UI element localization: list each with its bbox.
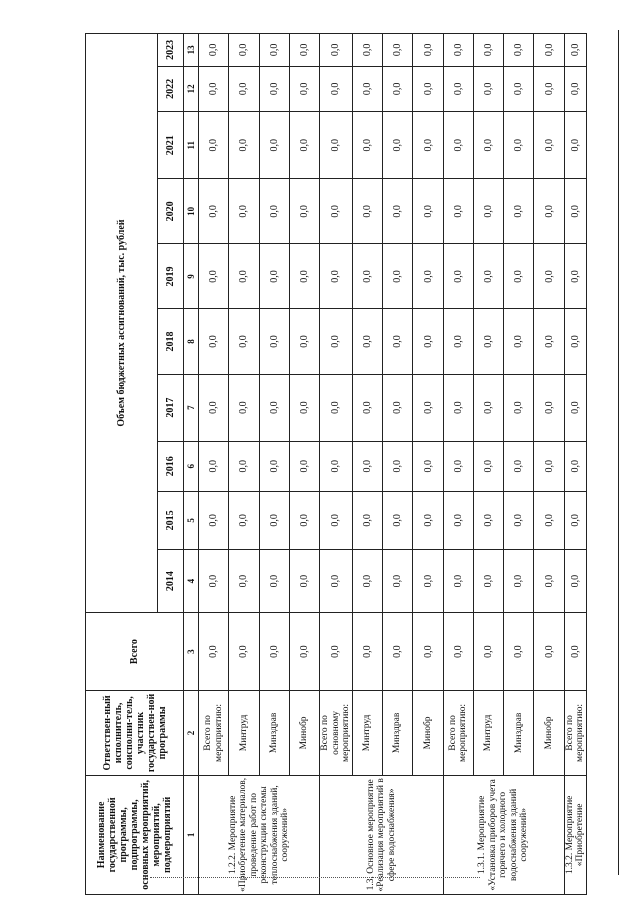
year-value-cell: 0,0 <box>289 244 319 309</box>
year-value-cell: 0,0 <box>320 66 353 112</box>
year-value-cell: 0,0 <box>289 179 319 244</box>
year-value-cell: 0,0 <box>320 441 353 491</box>
page-edge-line <box>618 30 619 875</box>
year-value-cell: 0,0 <box>259 550 289 613</box>
year-value-cell: 0,0 <box>413 374 443 441</box>
year-value-cell: 0,0 <box>320 179 353 244</box>
year-value-cell: 0,0 <box>320 244 353 309</box>
total-value-cell: 0,0 <box>229 613 259 691</box>
header-year: 2022 <box>158 66 184 112</box>
year-value-cell: 0,0 <box>259 244 289 309</box>
column-number: 9 <box>184 244 199 309</box>
budget-allocation-table <box>85 33 587 895</box>
year-value-cell: 0,0 <box>564 112 586 179</box>
year-value-cell: 0,0 <box>504 550 534 613</box>
column-number: 3 <box>184 613 199 691</box>
executor-cell: Всего по мероприятию: <box>564 691 586 776</box>
header-year: 2021 <box>158 112 184 179</box>
year-value-cell: 0,0 <box>352 491 382 550</box>
year-value-cell: 0,0 <box>229 66 259 112</box>
year-value-cell: 0,0 <box>320 112 353 179</box>
year-value-cell: 0,0 <box>320 34 353 67</box>
year-value-cell: 0,0 <box>289 441 319 491</box>
year-value-cell: 0,0 <box>199 66 229 112</box>
year-value-cell: 0,0 <box>259 374 289 441</box>
executor-cell: Минобр <box>413 691 443 776</box>
year-value-cell: 0,0 <box>229 309 259 374</box>
year-value-cell: 0,0 <box>443 66 473 112</box>
measure-name-cell: 1.3.1. Мероприятие «Установка приборов учета горячего и холодного водоснабжения зданий сооружений» <box>443 775 564 894</box>
year-value-cell: 0,0 <box>443 550 473 613</box>
header-name-column: Наименование государственной программы, подпрограммы, основных мероприятий, мероприятий, подмероприятий <box>86 775 184 894</box>
total-value-cell: 0,0 <box>383 613 413 691</box>
year-value-cell: 0,0 <box>564 441 586 491</box>
scan-artifact-line <box>150 877 480 878</box>
year-value-cell: 0,0 <box>383 441 413 491</box>
total-value-cell: 0,0 <box>320 613 353 691</box>
year-value-cell: 0,0 <box>199 550 229 613</box>
year-value-cell: 0,0 <box>504 112 534 179</box>
budget-table-page <box>85 33 587 895</box>
year-value-cell: 0,0 <box>229 374 259 441</box>
year-value-cell: 0,0 <box>443 179 473 244</box>
year-value-cell: 0,0 <box>352 374 382 441</box>
column-number: 11 <box>184 112 199 179</box>
year-value-cell: 0,0 <box>534 34 564 67</box>
header-executor-column: Ответствен-ный исполнитель, соисполни-тель, участник государствен-ной программы <box>86 691 184 776</box>
column-number: 13 <box>184 34 199 67</box>
executor-cell: Минтруд <box>229 691 259 776</box>
measure-name-cell: 1.2.2. Мероприятие «Приобретение материалов, проведение работ по реконструкции системы теплоснабжения зданий, сооружений» <box>199 775 320 894</box>
executor-cell: Минтруд <box>352 691 382 776</box>
year-value-cell: 0,0 <box>352 179 382 244</box>
year-value-cell: 0,0 <box>199 112 229 179</box>
year-value-cell: 0,0 <box>564 550 586 613</box>
year-value-cell: 0,0 <box>413 491 443 550</box>
table-row <box>320 34 353 895</box>
year-value-cell: 0,0 <box>564 244 586 309</box>
total-value-cell: 0,0 <box>289 613 319 691</box>
year-value-cell: 0,0 <box>229 179 259 244</box>
year-value-cell: 0,0 <box>504 374 534 441</box>
year-value-cell: 0,0 <box>443 112 473 179</box>
year-value-cell: 0,0 <box>383 66 413 112</box>
year-value-cell: 0,0 <box>289 66 319 112</box>
year-value-cell: 0,0 <box>413 34 443 67</box>
year-value-cell: 0,0 <box>413 244 443 309</box>
table-row <box>564 34 586 895</box>
table-row <box>229 34 259 895</box>
year-value-cell: 0,0 <box>320 491 353 550</box>
year-value-cell: 0,0 <box>352 309 382 374</box>
total-value-cell: 0,0 <box>259 613 289 691</box>
header-year: 2018 <box>158 309 184 374</box>
year-value-cell: 0,0 <box>259 309 289 374</box>
year-value-cell: 0,0 <box>229 491 259 550</box>
year-value-cell: 0,0 <box>383 34 413 67</box>
year-value-cell: 0,0 <box>352 66 382 112</box>
year-value-cell: 0,0 <box>199 244 229 309</box>
year-value-cell: 0,0 <box>413 66 443 112</box>
header-total-column: Всего <box>86 613 184 691</box>
year-value-cell: 0,0 <box>289 34 319 67</box>
year-value-cell: 0,0 <box>473 374 503 441</box>
year-value-cell: 0,0 <box>443 244 473 309</box>
table-row <box>443 34 473 895</box>
year-value-cell: 0,0 <box>564 374 586 441</box>
year-value-cell: 0,0 <box>383 244 413 309</box>
year-value-cell: 0,0 <box>413 309 443 374</box>
year-value-cell: 0,0 <box>534 441 564 491</box>
table-row <box>473 34 503 895</box>
year-value-cell: 0,0 <box>383 374 413 441</box>
year-value-cell: 0,0 <box>259 491 289 550</box>
total-value-cell: 0,0 <box>564 613 586 691</box>
total-value-cell: 0,0 <box>443 613 473 691</box>
header-year: 2014 <box>158 550 184 613</box>
year-value-cell: 0,0 <box>473 550 503 613</box>
year-value-cell: 0,0 <box>199 179 229 244</box>
executor-cell: Минздрав <box>259 691 289 776</box>
year-value-cell: 0,0 <box>473 179 503 244</box>
table-row <box>199 34 229 895</box>
year-value-cell: 0,0 <box>320 309 353 374</box>
year-value-cell: 0,0 <box>259 112 289 179</box>
year-value-cell: 0,0 <box>289 309 319 374</box>
year-value-cell: 0,0 <box>199 309 229 374</box>
year-value-cell: 0,0 <box>352 112 382 179</box>
year-value-cell: 0,0 <box>564 66 586 112</box>
year-value-cell: 0,0 <box>320 550 353 613</box>
total-value-cell: 0,0 <box>534 613 564 691</box>
header-year: 2023 <box>158 34 184 67</box>
year-value-cell: 0,0 <box>352 441 382 491</box>
year-value-cell: 0,0 <box>289 374 319 441</box>
year-value-cell: 0,0 <box>473 112 503 179</box>
column-number: 5 <box>184 491 199 550</box>
year-value-cell: 0,0 <box>383 491 413 550</box>
total-value-cell: 0,0 <box>199 613 229 691</box>
column-number: 12 <box>184 66 199 112</box>
year-value-cell: 0,0 <box>534 374 564 441</box>
header-year: 2019 <box>158 244 184 309</box>
year-value-cell: 0,0 <box>259 441 289 491</box>
table-row <box>534 34 564 895</box>
total-value-cell: 0,0 <box>473 613 503 691</box>
year-value-cell: 0,0 <box>383 179 413 244</box>
year-value-cell: 0,0 <box>289 491 319 550</box>
header-row-1 <box>86 34 158 895</box>
column-number: 8 <box>184 309 199 374</box>
year-value-cell: 0,0 <box>504 34 534 67</box>
year-value-cell: 0,0 <box>534 244 564 309</box>
column-number: 1 <box>184 775 199 894</box>
header-row-numbers <box>184 34 199 895</box>
year-value-cell: 0,0 <box>259 34 289 67</box>
year-value-cell: 0,0 <box>443 491 473 550</box>
year-value-cell: 0,0 <box>199 441 229 491</box>
year-value-cell: 0,0 <box>473 66 503 112</box>
year-value-cell: 0,0 <box>504 179 534 244</box>
table-body <box>199 34 587 895</box>
year-value-cell: 0,0 <box>564 491 586 550</box>
column-number: 4 <box>184 550 199 613</box>
column-number: 6 <box>184 441 199 491</box>
header-year: 2015 <box>158 491 184 550</box>
year-value-cell: 0,0 <box>259 179 289 244</box>
executor-cell: Всего по мероприятию: <box>443 691 473 776</box>
year-value-cell: 0,0 <box>352 550 382 613</box>
year-value-cell: 0,0 <box>473 244 503 309</box>
year-value-cell: 0,0 <box>413 112 443 179</box>
year-value-cell: 0,0 <box>229 441 259 491</box>
year-value-cell: 0,0 <box>443 34 473 67</box>
year-value-cell: 0,0 <box>413 441 443 491</box>
year-value-cell: 0,0 <box>199 491 229 550</box>
year-value-cell: 0,0 <box>564 309 586 374</box>
table-row <box>504 34 534 895</box>
year-value-cell: 0,0 <box>534 491 564 550</box>
year-value-cell: 0,0 <box>504 309 534 374</box>
total-value-cell: 0,0 <box>504 613 534 691</box>
year-value-cell: 0,0 <box>504 66 534 112</box>
column-number: 7 <box>184 374 199 441</box>
year-value-cell: 0,0 <box>229 244 259 309</box>
year-value-cell: 0,0 <box>199 374 229 441</box>
year-value-cell: 0,0 <box>504 441 534 491</box>
header-year: 2017 <box>158 374 184 441</box>
year-value-cell: 0,0 <box>534 179 564 244</box>
year-value-cell: 0,0 <box>443 374 473 441</box>
year-value-cell: 0,0 <box>473 441 503 491</box>
table-row <box>352 34 382 895</box>
year-value-cell: 0,0 <box>259 66 289 112</box>
year-value-cell: 0,0 <box>383 309 413 374</box>
column-number: 2 <box>184 691 199 776</box>
year-value-cell: 0,0 <box>383 550 413 613</box>
year-value-cell: 0,0 <box>320 374 353 441</box>
total-value-cell: 0,0 <box>352 613 382 691</box>
year-value-cell: 0,0 <box>352 34 382 67</box>
year-value-cell: 0,0 <box>534 309 564 374</box>
year-value-cell: 0,0 <box>413 179 443 244</box>
header-year: 2016 <box>158 441 184 491</box>
header-budget-title: Объем бюджетных ассигнований, тыс. рублей <box>86 34 158 613</box>
year-value-cell: 0,0 <box>229 550 259 613</box>
measure-name-cell: 1.3. Основное мероприятие «Реализация мероприятий в сфере водоснабжения» <box>320 775 444 894</box>
executor-cell: Минтруд <box>473 691 503 776</box>
total-value-cell: 0,0 <box>413 613 443 691</box>
year-value-cell: 0,0 <box>534 112 564 179</box>
year-value-cell: 0,0 <box>473 491 503 550</box>
year-value-cell: 0,0 <box>564 179 586 244</box>
year-value-cell: 0,0 <box>473 309 503 374</box>
year-value-cell: 0,0 <box>473 34 503 67</box>
executor-cell: Минобр <box>534 691 564 776</box>
year-value-cell: 0,0 <box>352 244 382 309</box>
measure-name-cell: 1.3.2. Мероприятие «Приобретение <box>564 775 586 894</box>
table-row <box>413 34 443 895</box>
table-row <box>259 34 289 895</box>
year-value-cell: 0,0 <box>289 550 319 613</box>
year-value-cell: 0,0 <box>443 309 473 374</box>
year-value-cell: 0,0 <box>199 34 229 67</box>
executor-cell: Минздрав <box>383 691 413 776</box>
year-value-cell: 0,0 <box>413 550 443 613</box>
executor-cell: Минздрав <box>504 691 534 776</box>
executor-cell: Всего по мероприятию: <box>199 691 229 776</box>
year-value-cell: 0,0 <box>229 34 259 67</box>
column-number: 10 <box>184 179 199 244</box>
year-value-cell: 0,0 <box>534 550 564 613</box>
year-value-cell: 0,0 <box>564 34 586 67</box>
year-value-cell: 0,0 <box>289 112 319 179</box>
year-value-cell: 0,0 <box>383 112 413 179</box>
table-row <box>383 34 413 895</box>
year-value-cell: 0,0 <box>443 441 473 491</box>
executor-cell: Всего по основному мероприятию: <box>320 691 353 776</box>
executor-cell: Минобр <box>289 691 319 776</box>
table-row <box>289 34 319 895</box>
header-year: 2020 <box>158 179 184 244</box>
year-value-cell: 0,0 <box>504 491 534 550</box>
year-value-cell: 0,0 <box>504 244 534 309</box>
year-value-cell: 0,0 <box>534 66 564 112</box>
year-value-cell: 0,0 <box>229 112 259 179</box>
